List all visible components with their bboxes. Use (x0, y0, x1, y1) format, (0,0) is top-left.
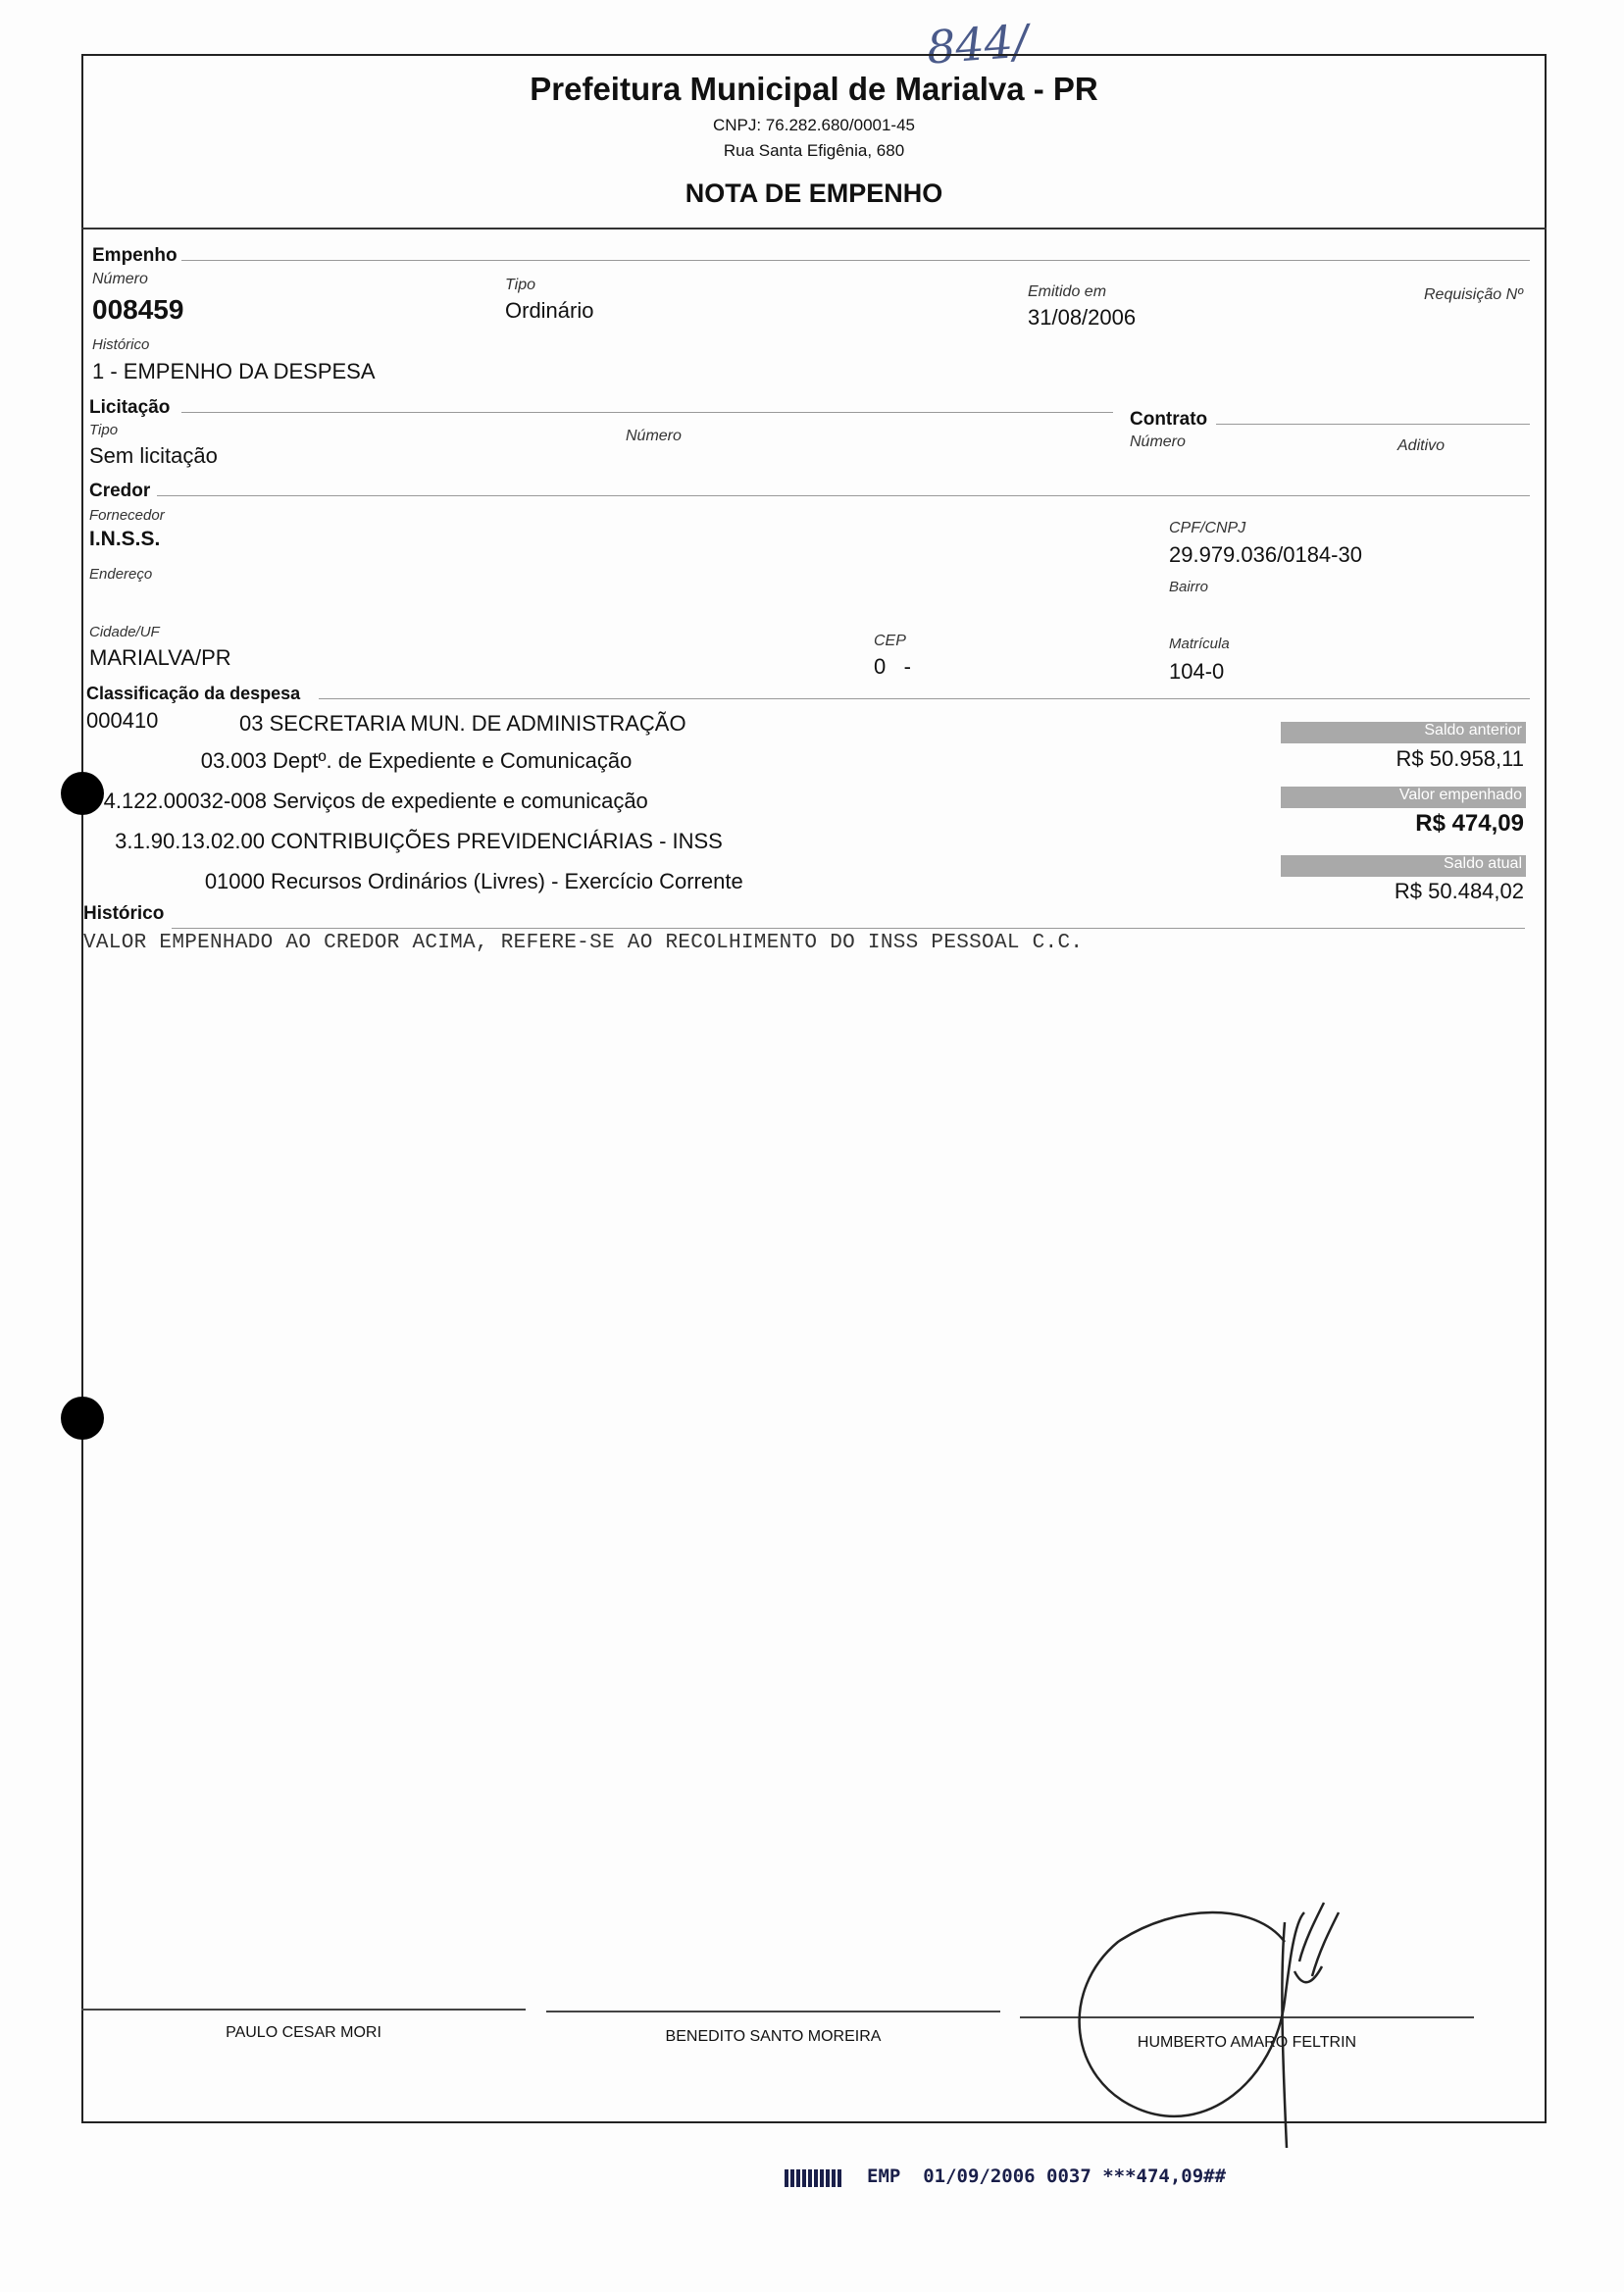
handwritten-signature (1059, 1883, 1373, 2158)
emitido-label: Emitido em (1028, 283, 1107, 300)
historico-empenho-label: Histórico (92, 336, 150, 353)
classificacao-code-2: 03.003 (200, 748, 267, 773)
fornecedor: I.N.S.S. (89, 528, 161, 550)
matricula-label: Matrícula (1169, 636, 1230, 652)
empenho-tipo-label: Tipo (505, 277, 535, 293)
cpf-cnpj: 29.979.036/0184-30 (1169, 542, 1362, 567)
classificacao-code-4: 3.1.90.13.02.00 (115, 829, 265, 853)
classificacao-text-3: Serviços de expediente e comunicação (273, 789, 648, 813)
cidade: MARIALVA/PR (89, 645, 231, 670)
punch-hole-top (61, 772, 104, 815)
saldo-atual: R$ 50.484,02 (1394, 879, 1524, 903)
historico-text: VALOR EMPENHADO AO CREDOR ACIMA, REFERE-SE AO RECOLHIMENTO DO INSS PESSOAL C.C. (83, 932, 1084, 954)
emitido-date: 31/08/2006 (1028, 305, 1137, 330)
handwritten-number: 844/ (925, 14, 1031, 75)
classificacao-code-5: 01000 (204, 869, 265, 893)
signature-name-2: BENEDITO SANTO MOREIRA (665, 2028, 882, 2045)
saldo-atual-label: Saldo atual (1281, 855, 1526, 877)
classificacao-text-5: Recursos Ordinários (Livres) - Exercício Corrente (271, 869, 743, 893)
requisicao-label: Requisição Nº (1424, 286, 1523, 303)
cep: 0 - (874, 654, 911, 679)
endereco-label: Endereço (89, 566, 153, 583)
bairro-label: Bairro (1169, 579, 1209, 595)
cpf-cnpj-label: CPF/CNPJ (1169, 520, 1246, 536)
classificacao-section-title: Classificação da despesa (86, 684, 301, 703)
credor-section-title: Credor (89, 481, 151, 501)
signature-line-1 (81, 2009, 526, 2011)
empenho-numero: 008459 (92, 294, 184, 325)
footer-barcode-mark (785, 2169, 841, 2187)
valor-empenhado-label: Valor empenhado (1281, 787, 1526, 808)
empenho-section-title: Empenho (92, 245, 178, 266)
historico-section-title: Histórico (83, 903, 165, 924)
historico-rule (172, 928, 1525, 929)
signature-line-2 (546, 2011, 1000, 2012)
classificacao-code-1: 000410 (86, 708, 159, 733)
punch-hole-bottom (61, 1397, 104, 1440)
address-text: Rua Santa Efigênia, 680 (723, 141, 905, 160)
licitacao-numero-label: Número (626, 428, 682, 444)
classificacao-text-1: 03 SECRETARIA MUN. DE ADMINISTRAÇÃO (239, 711, 686, 736)
contrato-rule (1216, 424, 1530, 425)
footer-stamp: EMP 01/09/2006 0037 ***474,09## (867, 2165, 1227, 2187)
fornecedor-label: Fornecedor (89, 507, 165, 524)
contrato-aditivo-label: Aditivo (1397, 437, 1446, 454)
signature-name-3: HUMBERTO AMARO FELTRIN (1137, 2034, 1357, 2051)
saldo-anterior-label: Saldo anterior (1281, 722, 1526, 743)
signature-name-1: PAULO CESAR MORI (226, 2024, 381, 2041)
municipality-title: Prefeitura Municipal de Marialva - PR (530, 71, 1098, 107)
empenho-tipo: Ordinário (505, 298, 594, 323)
document-title: NOTA DE EMPENHO (685, 178, 943, 208)
valor-empenhado: R$ 474,09 (1415, 810, 1524, 837)
classificacao-code-3: 4.122.00032-008 (103, 789, 267, 813)
saldo-anterior: R$ 50.958,11 (1396, 746, 1524, 771)
licitacao-section-title: Licitação (89, 397, 171, 418)
empenho-rule (181, 260, 1530, 261)
cep-label: CEP (874, 633, 906, 649)
contrato-section-title: Contrato (1130, 409, 1208, 430)
classificacao-text-4: CONTRIBUIÇÕES PREVIDENCIÁRIAS - INSS (271, 829, 723, 853)
classificacao-text-2: Deptº. de Expediente e Comunicação (273, 748, 633, 773)
cidade-label: Cidade/UF (89, 624, 160, 640)
licitacao-rule (181, 412, 1113, 413)
empenho-numero-label: Número (92, 271, 148, 287)
credor-rule (157, 495, 1530, 496)
cnpj-text: CNPJ: 76.282.680/0001-45 (712, 116, 916, 134)
historico-empenho: 1 - EMPENHO DA DESPESA (92, 359, 376, 383)
contrato-numero-label: Número (1130, 433, 1186, 450)
matricula: 104-0 (1169, 659, 1225, 684)
licitacao-tipo-label: Tipo (89, 422, 119, 438)
licitacao-tipo: Sem licitação (89, 443, 218, 468)
classificacao-rule (319, 698, 1530, 699)
header-divider (81, 228, 1547, 229)
